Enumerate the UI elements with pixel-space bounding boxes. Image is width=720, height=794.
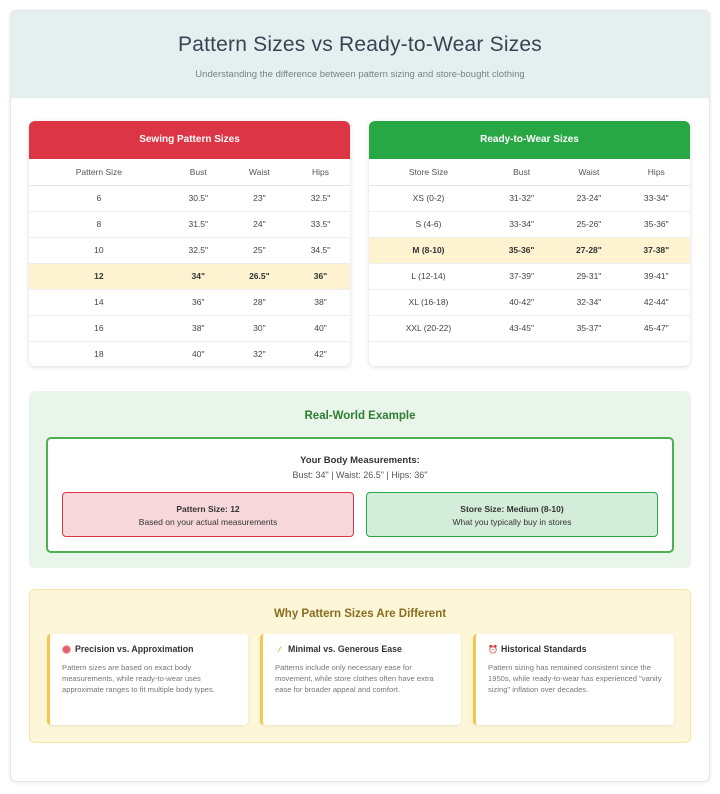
- pattern-table-cell: 12: [29, 263, 169, 289]
- reason-title: Minimal vs. Generous Ease: [288, 644, 402, 654]
- pattern-table-cell: 40": [169, 341, 228, 366]
- real-world-example: [29, 391, 691, 568]
- pattern-size-table: [29, 159, 350, 366]
- target-icon: [62, 645, 71, 654]
- pattern-table-cell: 32.5": [291, 185, 350, 211]
- store-size-result-title: Store Size: Medium (8-10): [460, 504, 564, 514]
- measurements-values: Bust: 34" | Waist: 26.5" | Hips: 36": [292, 470, 428, 480]
- pattern-table-cell: 25": [228, 237, 291, 263]
- rtw-table-cell: XXL (20-22): [369, 315, 488, 341]
- reason-card-historical: [473, 634, 674, 725]
- pattern-table-cell: 23": [228, 185, 291, 211]
- pattern-table-row: [29, 185, 350, 211]
- rtw-table-cell: 39-41": [623, 263, 690, 289]
- why-different-section: [29, 589, 691, 743]
- size-tables: [29, 121, 691, 366]
- rtw-table-cell: 45-47": [623, 315, 690, 341]
- rtw-column-header: Store Size: [369, 159, 488, 185]
- rtw-table-cell: 42-44": [623, 289, 690, 315]
- rtw-size-card-title: Ready-to-Wear Sizes: [369, 121, 690, 159]
- pattern-table-cell: 16: [29, 315, 169, 341]
- pattern-table-cell: 24": [228, 211, 291, 237]
- pattern-table-cell: 28": [228, 289, 291, 315]
- rtw-table-cell: 32-34": [555, 289, 622, 315]
- pattern-table-cell: 31.5": [169, 211, 228, 237]
- pattern-table-cell: 10: [29, 237, 169, 263]
- pattern-size-result: [62, 492, 354, 537]
- pattern-table-cell: 32.5": [169, 237, 228, 263]
- pattern-table-cell: 38": [169, 315, 228, 341]
- rtw-table-cell: 35-36": [623, 211, 690, 237]
- reason-desc: Pattern sizes are based on exact body measurements, while ready-to-wear uses approximate ranges to fit multiple body types.: [62, 663, 215, 694]
- rtw-table-cell: 29-31": [555, 263, 622, 289]
- page-subtitle: Understanding the difference between pattern sizing and store-bought clothing: [195, 69, 525, 80]
- pattern-table-cell: 18: [29, 341, 169, 366]
- pattern-table-cell: 34": [169, 263, 228, 289]
- rtw-table-cell: M (8-10): [369, 237, 488, 263]
- measurements-title: Your Body Measurements:: [300, 455, 420, 466]
- rtw-table-cell: 33-34": [623, 185, 690, 211]
- rtw-table-cell: L (12-14): [369, 263, 488, 289]
- pattern-table-row: [29, 211, 350, 237]
- reason-title: Historical Standards: [501, 644, 587, 654]
- pattern-table-cell: 8: [29, 211, 169, 237]
- pattern-table-row: [29, 237, 350, 263]
- store-size-result: [366, 492, 658, 537]
- pattern-column-header: Waist: [228, 159, 291, 185]
- why-title: Why Pattern Sizes Are Different: [273, 608, 447, 620]
- pattern-table-cell: 34.5": [291, 237, 350, 263]
- rtw-size-card: [369, 121, 690, 366]
- pattern-table-row: [29, 289, 350, 315]
- rtw-table-cell: 27-28": [555, 237, 622, 263]
- pattern-size-card-title: Sewing Pattern Sizes: [29, 121, 350, 159]
- pattern-table-cell: 32": [228, 341, 291, 366]
- rtw-table-cell: 37-38": [623, 237, 690, 263]
- reason-title: Precision vs. Approximation: [75, 644, 194, 654]
- rtw-table-cell: 43-45": [488, 315, 555, 341]
- rtw-table-cell: 35-37": [555, 315, 622, 341]
- reason-card-precision: [47, 634, 248, 725]
- rtw-column-header: Waist: [555, 159, 622, 185]
- pattern-size-card: [29, 121, 350, 366]
- example-title: Real-World Example: [304, 410, 416, 422]
- rtw-table-row: [369, 289, 690, 315]
- pattern-table-cell: 30.5": [169, 185, 228, 211]
- pattern-table-row: [29, 341, 350, 366]
- rtw-table-row: [369, 211, 690, 237]
- reason-card-ease: [260, 634, 461, 725]
- rtw-table-row: [369, 237, 690, 263]
- rtw-table-cell: XS (0-2): [369, 185, 488, 211]
- rtw-table-row: [369, 263, 690, 289]
- page-title: Pattern Sizes vs Ready-to-Wear Sizes: [178, 33, 542, 56]
- pattern-table-cell: 36": [169, 289, 228, 315]
- pattern-table-row: [29, 263, 350, 289]
- pattern-size-result-desc: Based on your actual measurements: [138, 517, 278, 527]
- pattern-table-cell: 6: [29, 185, 169, 211]
- pattern-column-header: Pattern Size: [29, 159, 169, 185]
- pattern-table-cell: 42": [291, 341, 350, 366]
- reason-desc: Pattern sizing has remained consistent since the 1950s, while ready-to-wear has experienced "vanity sizing" inflation over decades.: [488, 663, 662, 694]
- pattern-table-cell: 40": [291, 315, 350, 341]
- rtw-table-cell: 40-42": [488, 289, 555, 315]
- pattern-table-row: [29, 315, 350, 341]
- pattern-table-cell: 36": [291, 263, 350, 289]
- pattern-table-cell: 14: [29, 289, 169, 315]
- pattern-table-cell: 26.5": [228, 263, 291, 289]
- pattern-size-result-title: Pattern Size: 12: [176, 504, 240, 514]
- rtw-column-header: Bust: [488, 159, 555, 185]
- rtw-size-table: [369, 159, 690, 342]
- rtw-table-cell: S (4-6): [369, 211, 488, 237]
- pattern-column-header: Hips: [291, 159, 350, 185]
- pattern-table-cell: 30": [228, 315, 291, 341]
- rtw-table-cell: 35-36": [488, 237, 555, 263]
- reason-desc: Patterns include only necessary ease for movement, while store clothes often have extra ease for broader appeal and comfort.: [275, 663, 434, 694]
- rtw-table-cell: 25-26": [555, 211, 622, 237]
- rtw-table-cell: 37-39": [488, 263, 555, 289]
- pattern-table-cell: 38": [291, 289, 350, 315]
- pattern-column-header: Bust: [169, 159, 228, 185]
- rtw-table-cell: 31-32": [488, 185, 555, 211]
- rtw-column-header: Hips: [623, 159, 690, 185]
- rtw-table-row: [369, 185, 690, 211]
- rtw-table-row: [369, 315, 690, 341]
- store-size-result-desc: What you typically buy in stores: [452, 517, 572, 527]
- pattern-table-cell: 33.5": [291, 211, 350, 237]
- example-box: [46, 437, 674, 553]
- clock-icon: ⏰: [488, 644, 498, 654]
- rtw-table-cell: 23-24": [555, 185, 622, 211]
- rtw-table-cell: XL (16-18): [369, 289, 488, 315]
- ruler-icon: ∕: [278, 644, 281, 654]
- rtw-table-cell: 33-34": [488, 211, 555, 237]
